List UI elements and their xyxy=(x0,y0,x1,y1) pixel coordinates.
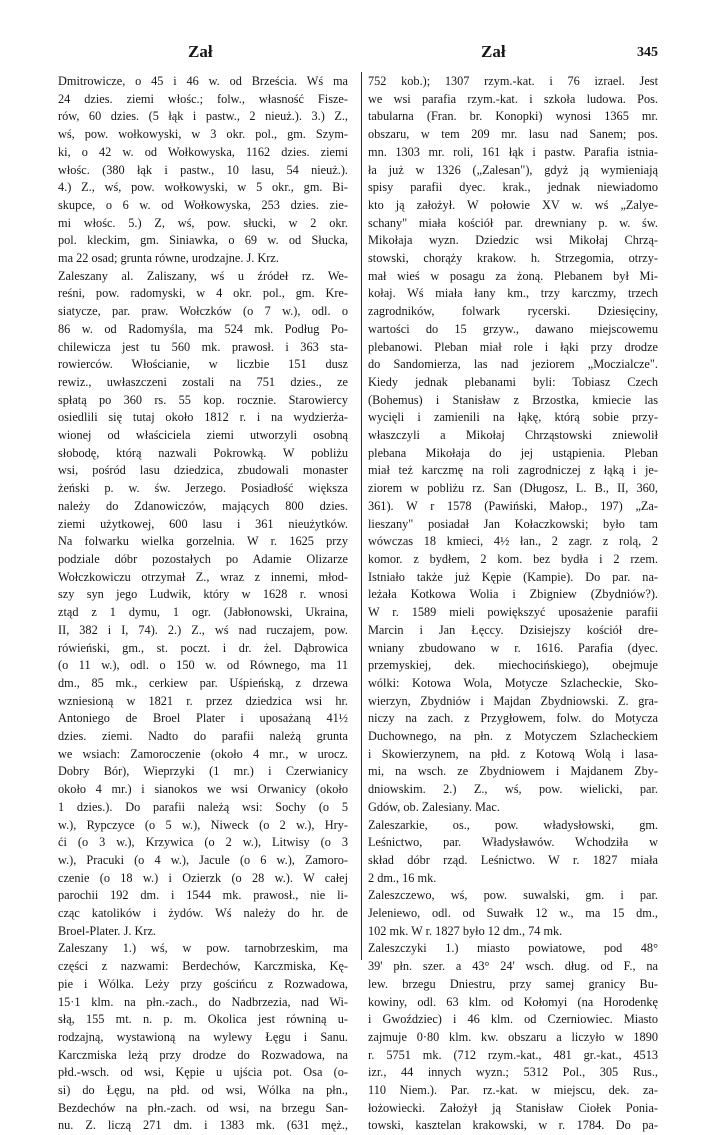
text-line: Antoniego de Broel Plater i uposażaną 41½ xyxy=(58,711,348,726)
text-line: kołaj. Wś miała łany km., trzy karczmy, trzech xyxy=(368,286,658,301)
text-line: cząc katolików i żydów. Wś należy do hr. de xyxy=(58,906,348,921)
text-line: Karczmiska leżą przy drodze do Rozwadowa, na xyxy=(58,1047,348,1062)
text-line: skupce, o 6 w. od Wołkowyska, 253 dzies. zie- xyxy=(58,197,348,212)
text-line: (o 11 w.), odl. o 150 w. od Równego, ma 11 xyxy=(58,658,348,673)
text-line: około 4 mr.) i sianokos we wsi Orwanicy (około xyxy=(58,782,348,797)
text-line: II, 382 i I, 74). 2.) Z., wś nad ruczajem, pow. xyxy=(58,622,348,637)
text-line: Dobry Bór), Wieprzyki (1 mr.) i Czerwianicy xyxy=(58,764,348,779)
text-line: Duchownego, na płn. z Motyczem Szlacheckiem xyxy=(368,729,658,744)
text-line: wionej od właściciela ziemi utworzyli osobną xyxy=(58,428,348,443)
text-line: słą, 155 mt. n. p. m. Okolica jest równiną u- xyxy=(58,1012,348,1027)
text-line: Mikołaja wyzn. Dziedzic wsi Mikołaj Chrzą- xyxy=(368,233,658,248)
text-line: 39' płn. szer. a 43° 24' wsch. dług. od F., na xyxy=(368,959,658,974)
text-line: we wsiach: Zamoroczenie (około 4 mr., w urocz. xyxy=(58,746,348,761)
text-line: niczy na zach. z Przygłowem, folw. do Motycza xyxy=(368,711,658,726)
text-line: 4.) Z., wś, pow. wołkowyski, w 5 okr., gm. Bi- xyxy=(58,180,348,195)
text-line: si) do Łęgu, na płd. od wsi, Wólka na płn., xyxy=(58,1083,348,1098)
text-line: zagrodników, folwark rycerski. Dziesięciny, xyxy=(368,304,658,319)
text-line: 752 kob.); 1307 rzym.-kat. i 76 izrael. Jest xyxy=(368,74,658,88)
text-line: właszczyli a Mikołaj Chrząstowski zniewolił xyxy=(368,428,658,443)
text-line: siatycze, par. praw. Wołczków (o 7 w.), odl. o xyxy=(58,304,348,319)
text-line: plebana Mikołaja do jej ustąpienia. Pleban xyxy=(368,445,658,460)
text-line: pie i Wólka. Leży przy gościńcu z Rozwadowa, xyxy=(58,976,348,991)
text-line: wówczas 18 kmieci, 4½ łan., 2 zagr. z rolą, 2 xyxy=(368,534,658,549)
text-line: mi, na wsch. ze Zbydniowem i Majdanem Zby- xyxy=(368,764,658,779)
text-line: Zaleszarkie, os., pow. władysłowski, gm. xyxy=(368,817,658,832)
text-line: szy syn jego Ludwik, który w 1628 r. wnosi xyxy=(58,587,348,602)
text-line: wierzyn, Zbydniów i Majdan Zbydniowski. Z. gra- xyxy=(368,693,658,708)
text-line: rodzajną, wystawioną na wylewy Łęgu i Sanu. xyxy=(58,1029,348,1044)
text-line: chilewicza jest tu 560 mk. prawosł. i 363 sta- xyxy=(58,339,348,354)
text-line: Istniało także już Kępie (Kampie). Do par. na- xyxy=(368,569,658,584)
page-header xyxy=(58,42,658,66)
text-line: obszaru, w tem 209 mr. lasu nad Sanem; pos. xyxy=(368,127,658,142)
text-line: Jeleniewo, odl. od Suwałk 12 w., ma 15 dm., xyxy=(368,906,658,921)
page-number: 345 xyxy=(637,45,658,60)
text-line: 110 Niem.). Par. rz.-kat. w miejscu, dek. za- xyxy=(368,1083,658,1098)
text-line: spisy parafii dyec. krak., jednak niewiadomo xyxy=(368,180,658,195)
text-line: dm., 85 mk., cerkiew par. Uśpieńską, z drzewa xyxy=(58,675,348,690)
text-line: słobodę, którą nazwali Pokrowką. W pobliżu xyxy=(58,445,348,460)
text-line: Leśnictwo, par. Władysławów. Wchodziła w xyxy=(368,835,658,850)
text-line: Kiedy jednak plebanami byli: Tobiasz Czech xyxy=(368,374,658,389)
text-line: Gdów, ob. Zalesiany. Mac. xyxy=(368,799,500,814)
text-line: reśni, pow. radomyski, w 4 okr. pol., gm. Kre- xyxy=(58,286,348,301)
text-line: Dmitrowicze, o 45 i 46 w. od Brześcia. Wś ma xyxy=(58,74,348,88)
text-line: wzniesioną w 1821 r. przez dziedzica wsi hr. xyxy=(58,693,348,708)
text-line: 2 dm., 16 mk. xyxy=(368,870,437,885)
text-line: izr., 44 innych wyzn.; 5312 Pol., 305 Rus., xyxy=(368,1065,658,1080)
text-line: Zaleszany 1.) wś, w pow. tarnobrzeskim, ma xyxy=(58,941,348,956)
text-line: Marcin i Jan Łęccy. Dzisiejszy kościół dre- xyxy=(368,622,658,637)
text-line: Bezdechów na płn.-zach. od wsi, na brzegu San- xyxy=(58,1100,348,1115)
text-line: podziale dóbr pozostałych po Adamie Olizarze xyxy=(58,551,348,566)
left-running-head: Zał xyxy=(188,42,213,61)
text-line: 1 dzies.). Do parafii należą wsi: Sochy (o 5 xyxy=(58,799,348,814)
text-line: osiedlili się tutaj około 1812 r. i na wydzierża- xyxy=(58,410,348,425)
text-line: i Gwoździec) i 46 klm. od Czerniowiec. Miasto xyxy=(368,1012,658,1027)
text-line: 102 mk. W r. 1827 było 12 dm., 74 mk. xyxy=(368,923,563,938)
text-line: lew. brzegu Dniestru, przy samej granicy Bu- xyxy=(368,976,658,991)
text-line: wartości do 15 grzyw., dawano miejscowemu xyxy=(368,321,658,336)
text-line: i Skowierzynem, na płd. z Kotową Wolą i lasa- xyxy=(368,746,658,761)
text-line: Zaleszczewo, wś, pow. suwalski, gm. i par. xyxy=(368,888,658,903)
text-line: łożowiecki. Założył ją Stanisław Ciołek Ponia- xyxy=(368,1100,658,1115)
text-line: zajmuje 0·80 klm. kw. obszaru a liczyło w 1890 xyxy=(368,1029,658,1044)
text-line: towski, kasztelan krakowski, w r. 1784. Do pa- xyxy=(368,1118,658,1133)
text-line: wniany zbudowano w r. 1616. Parafia (dyec. xyxy=(368,640,658,655)
text-line: we wsi parafia rzym.-kat. i szkoła ludowa. Pos. xyxy=(368,91,658,106)
text-line: schany" miała kościół par. drewniany p. w. św. xyxy=(368,215,658,230)
text-line: rowierców. Włościanie, w liczbie 151 dusz xyxy=(58,357,348,372)
text-line: lieszany" posiadał Jan Kołaczkowski; było tam xyxy=(368,516,658,531)
text-line: ći (o 3 w.), Krzywica (o 2 w.), Litwisy (o 3 xyxy=(58,835,348,850)
text-line: parochii 192 dm. i 1544 mk. prawosł., nie li- xyxy=(58,888,348,903)
text-line: płd.-wsch. od wsi, Kępie u ujścia pot. Osa (o- xyxy=(58,1065,348,1080)
text-line: komor. z bydłem, 2 kom. bez bydła i 2 rzem. xyxy=(368,551,658,566)
column-divider xyxy=(361,72,362,960)
text-line: 15·1 klm. na płn.-zach., do Nadbrzezia, nad Wi- xyxy=(58,994,348,1009)
text-line: rów, 60 dzies. (5 łąk i pastw., 2 nieuż.). 3.) Z., xyxy=(58,109,348,124)
text-line: nu. Z. liczą 271 dm. i 1383 mk. (631 męż., xyxy=(58,1118,348,1133)
text-line: przemyskiej, dek. miechocińskiego), obejmuje xyxy=(368,658,658,673)
text-line: w.), Rypczyce (o 5 w.), Niweck (o 2 w.), Hry- xyxy=(58,817,348,832)
text-line: rówieński, gm., st. poczt. i dr. żel. Dąbrowica xyxy=(58,640,348,655)
text-line: spłatą po 360 rs. 55 kop. rocznie. Starowiercy xyxy=(58,392,348,407)
text-line: wólki: Kotowa Wola, Motycze Szlacheckie, Sko- xyxy=(368,675,658,690)
text-line: mn. 1303 mr. roli, 161 łąk i pastw. Parafia istnia- xyxy=(368,144,658,159)
text-line: r. 5751 mk. (712 rzym.-kat., 481 gr.-kat., 4513 xyxy=(368,1047,658,1062)
text-line: skład dóbr rząd. Leśnictwo. W r. 1827 miała xyxy=(368,852,658,867)
text-line: ki, o 42 w. od Wołkowyska, 1162 dzies. ziemi xyxy=(58,144,348,159)
text-line: dzies. ziemi. Nadto do parafii należą grunta xyxy=(58,729,348,744)
text-line: plebanowi. Pleban miał role i łąki przy drodze xyxy=(368,339,658,354)
text-line: czenie (o 18 w.) i Ozierzk (o 28 w.). W całej xyxy=(58,870,348,885)
text-line: części z nazwami: Berdechów, Karczmiska, Kę- xyxy=(58,959,348,974)
text-line: pol. kleckim, gm. Siniawka, o 69 w. od Słucka, xyxy=(58,233,348,248)
text-line: leżała Kotkowa Wolia i Zbigniew (Zbydniów?). xyxy=(368,587,658,602)
text-line: żeński p. w. św. Jerzego. Posiadłość większa xyxy=(58,481,348,496)
text-line: stowski, chorąży krakow. h. Strzegomia, otrzy- xyxy=(368,251,658,266)
text-line: kowiny, odl. 63 klm. od Kołomyi (na Horodenkę xyxy=(368,994,658,1009)
text-line: rewiz., uwłaszczeni zostali na 751 dzies., ze xyxy=(58,374,348,389)
text-line: w.), Pracuki (o 4 w.), Jacule (o 6 w.), Zamoro- xyxy=(58,852,348,867)
text-line: do Sandomierza, las nad jeziorem „Moczialcze". xyxy=(368,357,658,372)
text-line: ztąd z 1 dymu, 1 ogr. (Jabłonowski, Ukraina, xyxy=(58,605,348,620)
text-line: należy do Zdanowiczów, mających 800 dzies. xyxy=(58,498,348,513)
text-line: wycięli i zamienili na łąkę, którą sobie przy- xyxy=(368,410,658,425)
text-line: ziorem w pobliżu rz. San (Długosz, L. B., II, 360, xyxy=(368,481,658,496)
text-line: W r. 1589 mieli powiększyć uposażenie parafii xyxy=(368,605,658,620)
text-line: włośc. (380 łąk i pastw., 10 lasu, 54 nieuż.). xyxy=(58,162,348,177)
text-line: Zaleszczyki 1.) miasto powiatowe, pod 48° xyxy=(368,941,658,956)
text-line: mał wieś w posagu za żoną. Plebanem był Mi- xyxy=(368,268,658,283)
text-line: dniowskim. 2.) Z., wś, pow. wielicki, par. xyxy=(368,782,658,797)
right-running-head: Zał xyxy=(481,42,506,61)
text-line: (Bohemus) i Stanisław z Brzostka, kmiecie las xyxy=(368,392,658,407)
text-line: wsi, pośród lasu dziedzica, zbudowali monaster xyxy=(58,463,348,478)
text-line: 24 dzies. ziemi włośc.; folw., własność Fisze- xyxy=(58,91,348,106)
text-line: tabularna (Fran. br. Konopki) wynosi 1365 mr. xyxy=(368,109,658,124)
text-line: Broel-Plater. J. Krz. xyxy=(58,923,157,938)
text-line: kto ją założył. W połowie XV w. wś „Zalye- xyxy=(368,197,658,212)
text-line: wś, pow. wołkowyski, w 3 okr. pol., gm. Szym- xyxy=(58,127,348,142)
text-line: Na folwarku wielka gorzelnia. W r. 1625 przy xyxy=(58,534,348,549)
text-line: ma 22 osad; grunta równe, urodzajne. J. Krz. xyxy=(58,251,279,266)
text-line: Wołczkowiczu otrzymał Z., wraz z innemi, młod- xyxy=(58,569,348,584)
text-line: Zaleszany al. Zaliszany, wś u źródeł rz. We- xyxy=(58,268,348,283)
text-line: 86 w. od Radomyśla, ma 524 mk. Podług Po- xyxy=(58,321,348,336)
text-line: ła już w 1326 („Zalesan"), gdyż ją wymieniają xyxy=(368,162,658,177)
left-column xyxy=(58,73,348,1135)
text-line: miał też karczmę na roli zagrodniczej z łąką i je- xyxy=(368,463,658,478)
text-line: ziemi użytkowej, 600 lasu i 361 nieużytków. xyxy=(58,516,348,531)
text-line: mi włośc. 5.) Z, wś, pow. słucki, w 2 okr. xyxy=(58,215,348,230)
text-line: 361). W r 1578 (Pawiński, Małop., 197) „Za- xyxy=(368,498,658,513)
right-column xyxy=(368,73,658,1135)
